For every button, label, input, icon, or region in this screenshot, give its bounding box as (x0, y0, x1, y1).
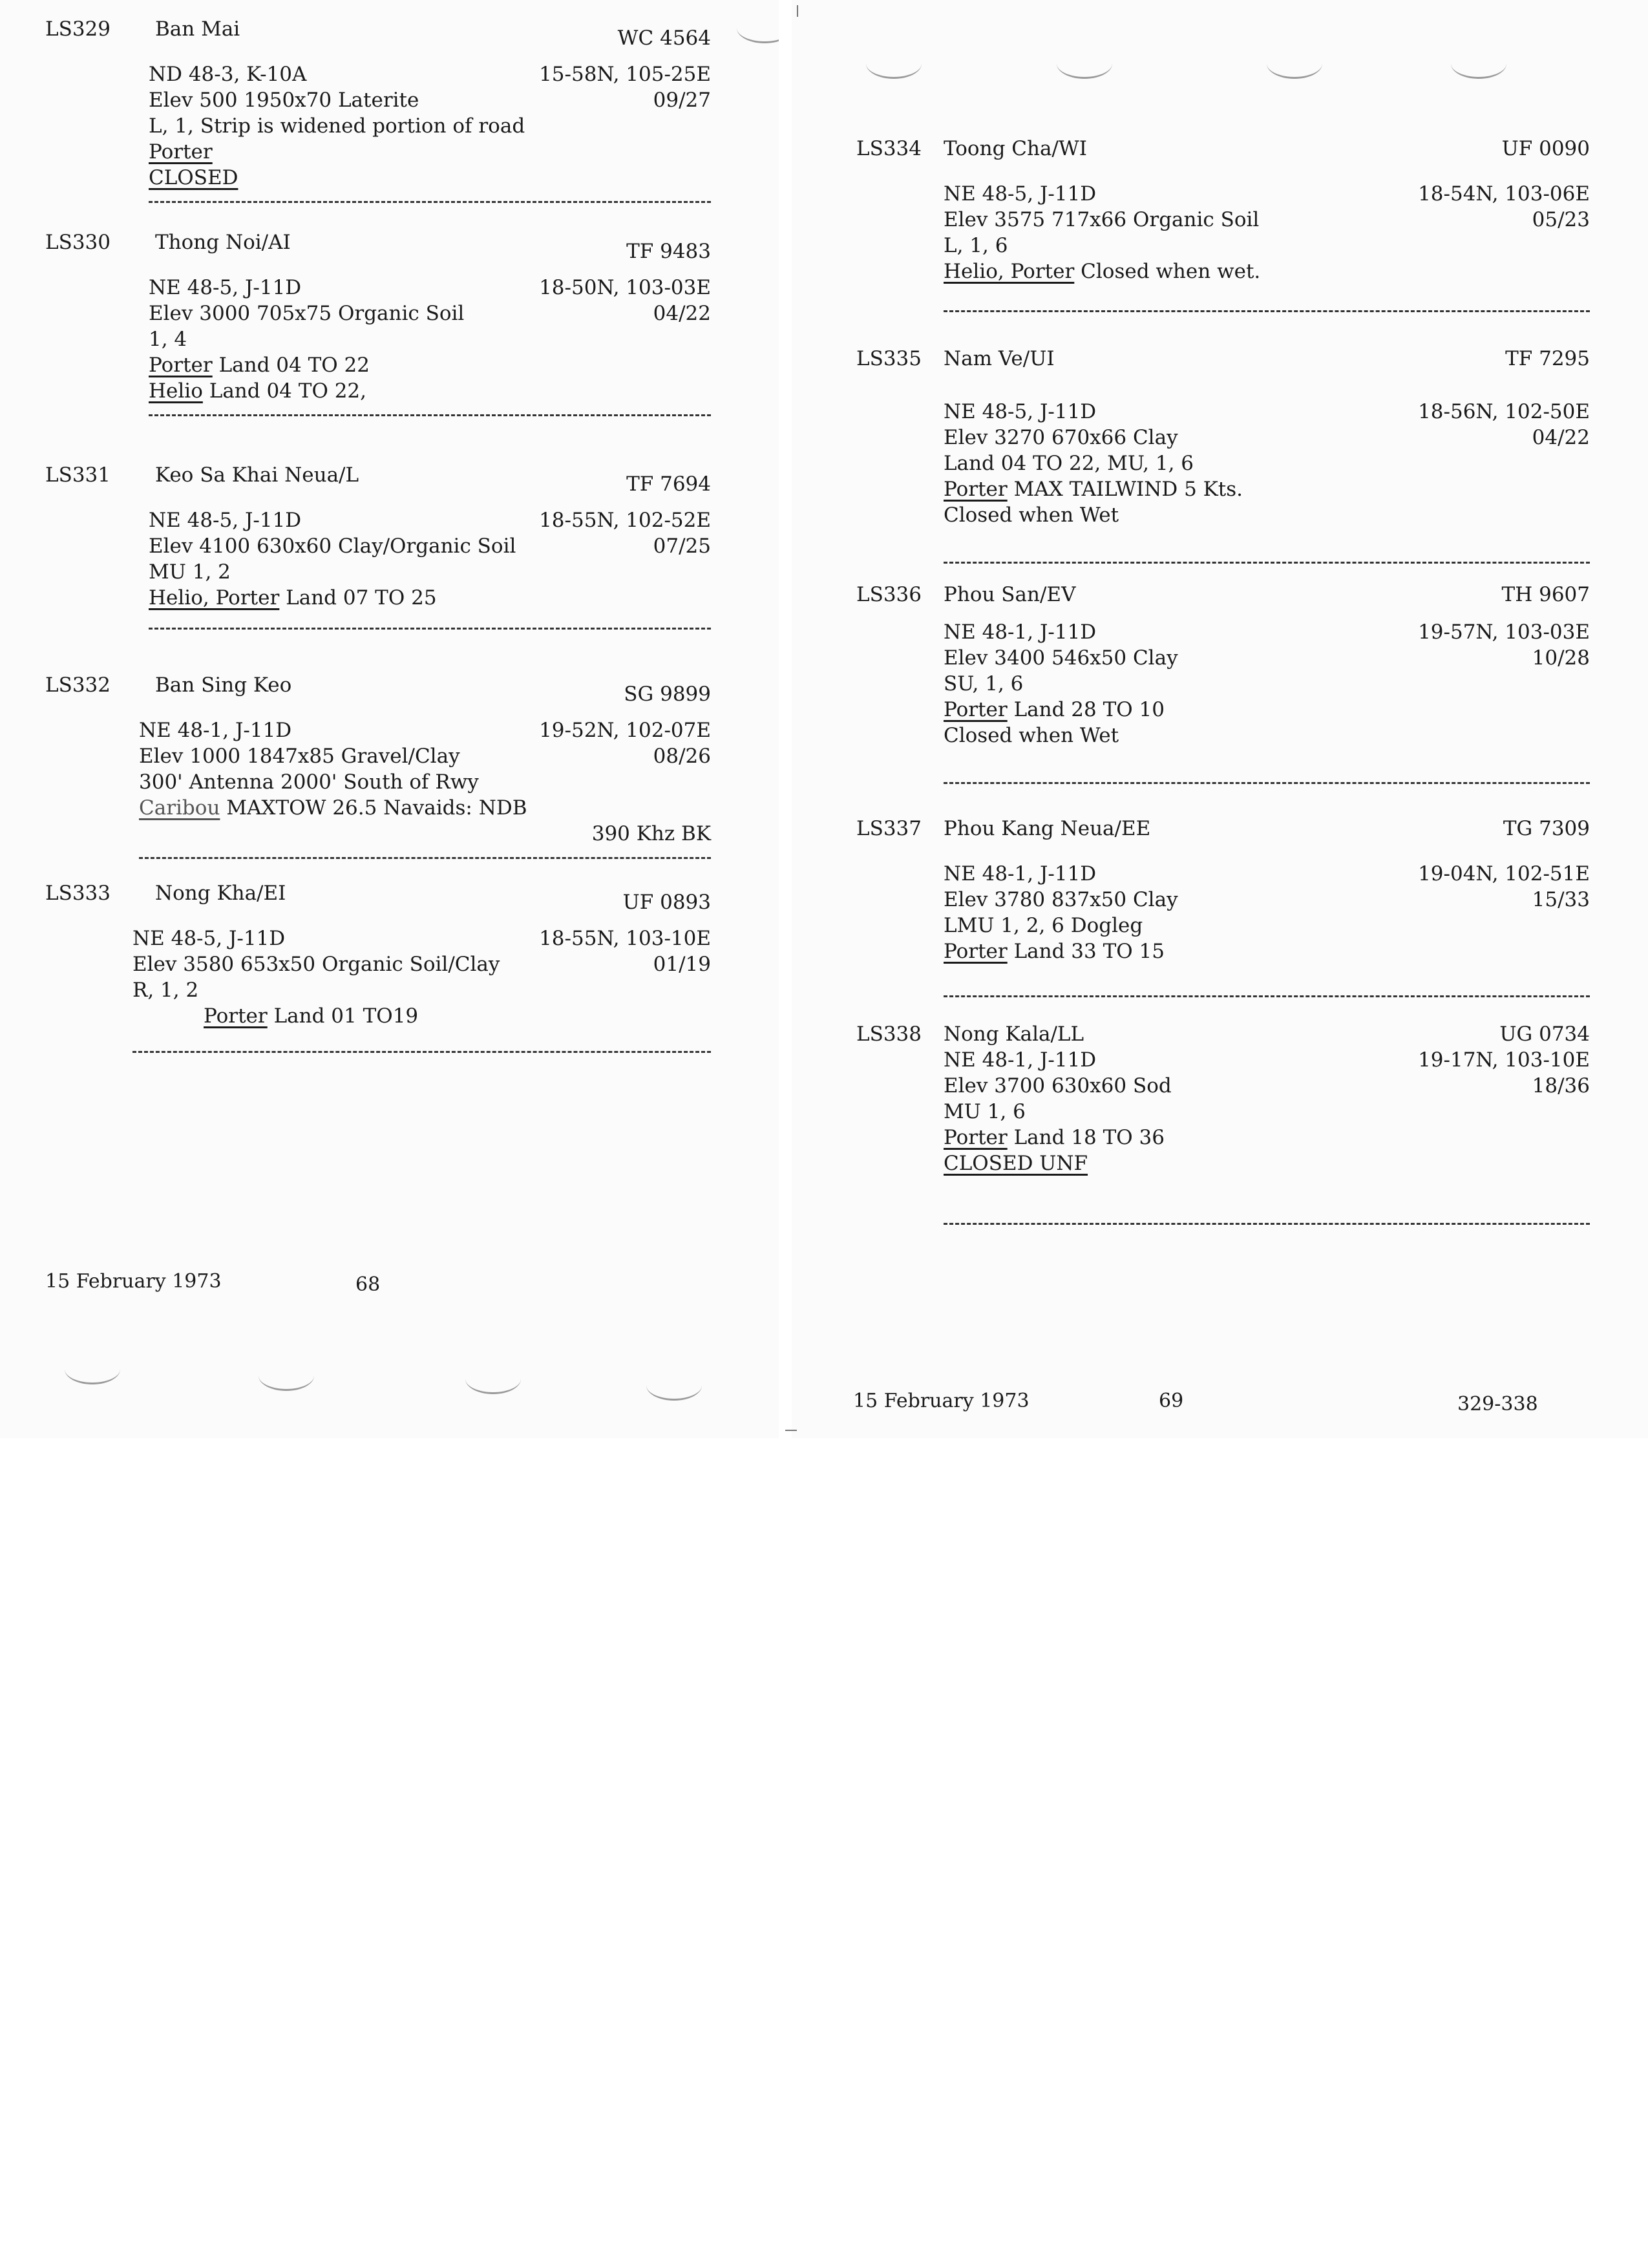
airstrip-entry-ls338 (856, 1021, 1590, 1225)
remarks-line: LMU 1, 2, 6 Dogleg (944, 914, 1143, 937)
site-id: LS335 (856, 347, 922, 370)
site-id: LS333 (45, 882, 111, 905)
footer-date: 15 February 1973 (853, 1390, 1030, 1412)
map-line: NE 48-5, J-11D 18-55N, 102-52E (149, 509, 711, 532)
site-id: LS337 (856, 817, 922, 840)
page-number: 69 (1159, 1390, 1184, 1412)
aircraft-line: Porter (149, 140, 213, 164)
site-id: LS331 (45, 463, 111, 487)
grid-reference: TG 7309 (1503, 817, 1590, 840)
aircraft-line: Caribou MAXTOW 26.5 Navaids: NDB (139, 796, 527, 820)
aircraft-line: Porter Land 33 TO 15 (944, 940, 1165, 963)
aircraft-line: Porter Land 01 TO19 (204, 1004, 419, 1028)
airstrip-entry-ls337 (856, 816, 1590, 997)
site-name: Keo Sa Khai Neua/L (155, 463, 359, 487)
scan-mark (797, 5, 798, 17)
aircraft-line: Porter MAX TAILWIND 5 Kts. (944, 478, 1243, 501)
site-id: LS334 (856, 137, 922, 160)
grid-reference: WC 4564 (617, 26, 711, 50)
dashed-separator (944, 310, 1590, 312)
site-name: Toong Cha/WI (944, 137, 1087, 160)
airstrip-entry-ls332 (45, 672, 711, 859)
elevation-line: Elev 3700 630x60 Sod 18/36 (944, 1074, 1590, 1097)
remarks-line: MU 1, 6 (944, 1100, 1026, 1123)
status-line: CLOSED (149, 166, 238, 189)
dashed-separator (944, 995, 1590, 997)
map-line: NE 48-1, J-11D 19-57N, 103-03E (944, 620, 1590, 644)
aircraft-line: Porter Land 18 TO 36 (944, 1126, 1165, 1149)
grid-reference: TF 7694 (626, 472, 711, 496)
site-name: Nong Kha/EI (155, 882, 286, 905)
site-name: Nong Kala/LL (944, 1023, 1084, 1046)
remarks-line: MU 1, 2 (149, 560, 231, 584)
aircraft-line: Helio, Porter Land 07 TO 25 (149, 586, 437, 609)
remarks-line: L, 1, Strip is widened portion of road (149, 114, 525, 138)
remarks-line: L, 1, 6 (944, 234, 1008, 257)
binder-hole (646, 1370, 702, 1401)
elevation-line: Elev 3780 837x50 Clay 15/33 (944, 888, 1590, 911)
airstrip-entry-ls331 (45, 462, 711, 630)
airstrip-entry-ls329 (45, 16, 711, 203)
elevation-line: Elev 3000 705x75 Organic Soil 04/22 (149, 302, 711, 325)
map-line: ND 48-3, K-10A 15-58N, 105-25E (149, 63, 711, 86)
site-id: LS330 (45, 231, 111, 254)
elevation-line: Elev 1000 1847x85 Gravel/Clay 08/26 (139, 745, 711, 768)
airstrip-entry-ls330 (45, 229, 711, 416)
footer-date: 15 February 1973 (45, 1270, 222, 1293)
status-line: Closed when Wet (944, 503, 1119, 527)
binder-hole (465, 1364, 521, 1394)
aircraft-line: Porter Land 28 TO 10 (944, 698, 1165, 721)
right-page (792, 0, 1648, 1438)
site-id: LS336 (856, 583, 922, 606)
dashed-separator (944, 562, 1590, 564)
aircraft-line: Porter Land 04 TO 22 (149, 354, 370, 377)
site-id: LS332 (45, 673, 111, 697)
dashed-separator (944, 1223, 1590, 1225)
airstrip-entry-ls334 (856, 136, 1590, 312)
site-name: Phou San/EV (944, 583, 1076, 606)
left-page (0, 0, 779, 1438)
map-line: NE 48-1, J-11D 19-04N, 102-51E (944, 862, 1590, 885)
elevation-line: Elev 3575 717x66 Organic Soil 05/23 (944, 208, 1590, 231)
site-name: Thong Noi/AI (155, 231, 291, 254)
elevation-line: Elev 3400 546x50 Clay 10/28 (944, 646, 1590, 670)
aircraft-line: Helio, Porter Closed when wet. (944, 260, 1261, 283)
dashed-separator (944, 782, 1590, 784)
aircraft-line: Helio Land 04 TO 22, (149, 379, 367, 403)
grid-reference: TF 9483 (626, 240, 711, 263)
site-name: Ban Mai (155, 17, 240, 41)
site-id: LS329 (45, 17, 111, 41)
airstrip-entry-ls335 (856, 346, 1590, 564)
grid-reference: UF 0090 (1501, 137, 1590, 160)
map-line: NE 48-5, J-11D 18-56N, 102-50E (944, 400, 1590, 423)
dashed-separator (139, 857, 711, 859)
elevation-line: Elev 4100 630x60 Clay/Organic Soil 07/25 (149, 535, 711, 558)
remarks-line: 300' Antenna 2000' South of Rwy (139, 770, 479, 794)
status-line: CLOSED UNF (944, 1152, 1088, 1175)
dashed-separator (132, 1051, 711, 1053)
grid-reference: TF 7295 (1505, 347, 1590, 370)
remarks-line: 1, 4 (149, 328, 187, 351)
dashed-separator (149, 414, 711, 416)
map-line: NE 48-1, J-11D 19-17N, 103-10E (944, 1048, 1590, 1072)
elevation-line: Elev 500 1950x70 Laterite 09/27 (149, 89, 711, 112)
status-line: Closed when Wet (944, 724, 1119, 747)
binder-hole (65, 1354, 120, 1384)
binder-hole (737, 13, 779, 43)
map-line: NE 48-5, J-11D 18-55N, 103-10E (132, 927, 711, 950)
navaid-frequency-line: 390 Khz BK (591, 822, 711, 845)
site-name: Nam Ve/UI (944, 347, 1055, 370)
binder-hole (1451, 48, 1506, 79)
elevation-line: Elev 3580 653x50 Organic Soil/Clay 01/19 (132, 953, 711, 976)
airstrip-entry-ls336 (856, 582, 1590, 784)
scan-mark (785, 1430, 797, 1431)
site-id: LS338 (856, 1023, 922, 1046)
page-range: 329-338 (1457, 1393, 1538, 1415)
binder-hole (259, 1361, 314, 1391)
binder-hole (1057, 48, 1112, 79)
grid-reference: UF 0893 (622, 891, 711, 914)
elevation-line: Elev 3270 670x66 Clay 04/22 (944, 426, 1590, 449)
binder-hole (866, 48, 922, 79)
site-name: Phou Kang Neua/EE (944, 817, 1151, 840)
remarks-line: SU, 1, 6 (944, 672, 1024, 695)
airstrip-entry-ls333 (45, 880, 711, 1053)
page-number: 68 (355, 1273, 381, 1296)
dashed-separator (149, 201, 711, 203)
binder-hole (1267, 48, 1322, 79)
dashed-separator (149, 628, 711, 630)
grid-reference: TH 9607 (1501, 583, 1590, 606)
grid-reference: UG 0734 (1499, 1023, 1590, 1046)
map-line: NE 48-5, J-11D 18-54N, 103-06E (944, 182, 1590, 206)
site-name: Ban Sing Keo (155, 673, 292, 697)
remarks-line: R, 1, 2 (132, 979, 199, 1002)
map-line: NE 48-1, J-11D 19-52N, 102-07E (139, 719, 711, 742)
remarks-line: Land 04 TO 22, MU, 1, 6 (944, 452, 1194, 475)
map-line: NE 48-5, J-11D 18-50N, 103-03E (149, 276, 711, 299)
grid-reference: SG 9899 (624, 683, 711, 706)
